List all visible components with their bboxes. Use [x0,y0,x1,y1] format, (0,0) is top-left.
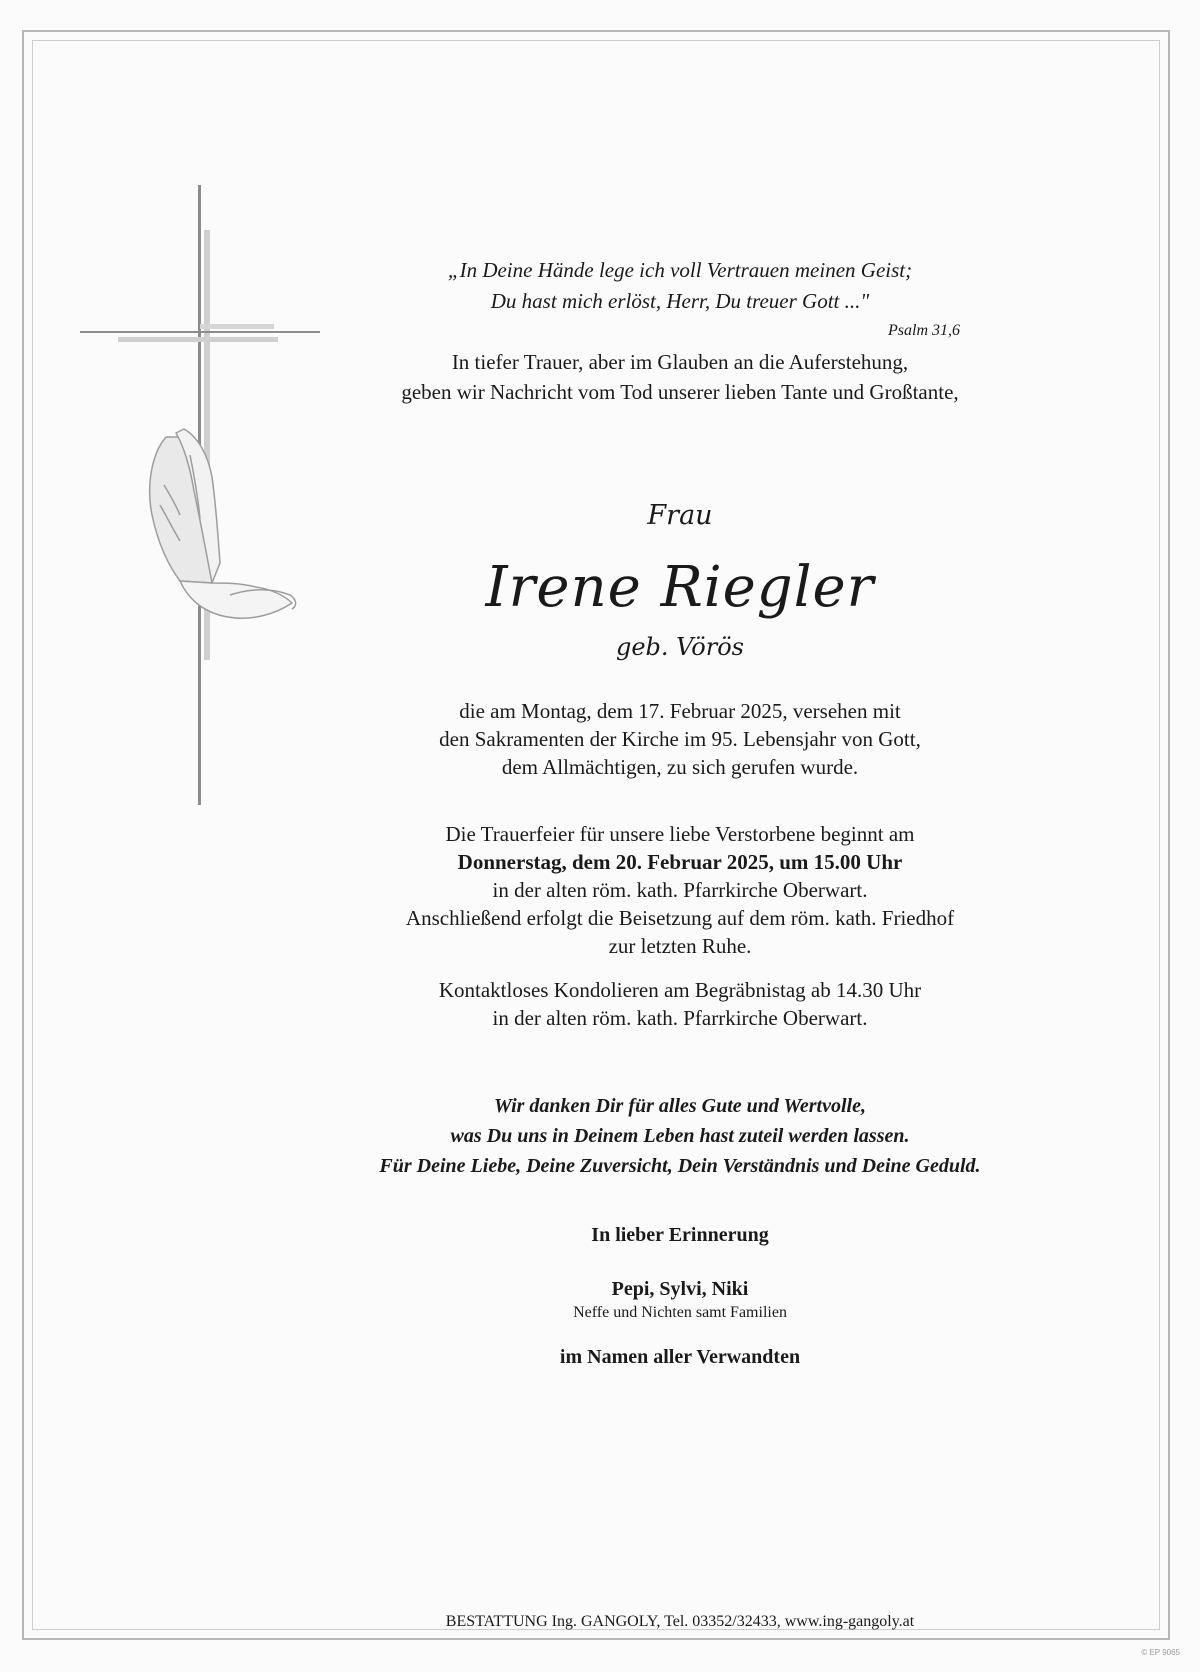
deceased-name: Irene Riegler [485,555,875,620]
psalm-reference: Psalm 31,6 [888,322,960,339]
maiden-name: geb. Vörös [615,633,744,661]
death-notice [300,697,1060,781]
intro-line-1: In tiefer Trauer, aber im Glauben an die Auferstehung, [451,350,909,374]
psalm-quote [300,255,1060,317]
mourner-names: Pepi, Sylvi, Niki [611,1278,749,1300]
death-notice-line-3: dem Allmächtigen, zu sich gerufen wurde. [501,755,859,779]
funeral-home-footer: BESTATTUNG Ing. GANGOLY, Tel. 03352/32433, www.ing-gangoly.at [445,1613,915,1630]
intro-line-2: geben wir Nachricht vom Tod unserer lieben Tante und Großtante, [401,380,959,404]
condolence-line-1: Kontaktloses Kondolieren am Begräbnistag ab 14.30 Uhr [438,978,922,1002]
death-notice-line-1: die am Montag, dem 17. Februar 2025, versehen mit [459,699,901,723]
funeral-line-3: in der alten röm. kath. Pfarrkirche Oberwart. [492,878,868,902]
condolence-line-2: in der alten röm. kath. Pfarrkirche Oberwart. [492,1006,868,1030]
praying-hands-icon [150,429,296,618]
funeral-line-1: Die Trauerfeier für unsere liebe Verstorbene beginnt am [445,822,915,846]
funeral-date: Donnerstag, dem 20. Februar 2025, um 15.00 Uhr [457,850,903,874]
death-notice-line-2: den Sakramenten der Kirche im 95. Lebensjahr von Gott, [439,727,921,751]
deceased-title: Frau [647,500,713,531]
intro-text [300,347,1060,407]
condolence-info [300,976,1060,1032]
psalm-quote-line-1: „In Deine Hände lege ich voll Vertrauen meinen Geist; [447,258,913,282]
funeral-details [300,820,1060,960]
thanks-line-2: was Du uns in Deinem Leben hast zuteil werden lassen. [450,1125,910,1147]
thanks-message [260,1091,1100,1181]
funeral-line-4: Anschließend erfolgt die Beisetzung auf dem röm. kath. Friedhof [405,906,955,930]
funeral-line-5: zur letzten Ruhe. [608,934,752,958]
cross-horizontal-bar [80,331,320,333]
mourner-relation: Neffe und Nichten samt Familien [573,1304,787,1321]
thanks-line-1: Wir danken Dir für alles Gute und Wertvolle, [494,1095,866,1117]
psalm-quote-line-2: Du hast mich erlöst, Herr, Du treuer Gott ..." [490,289,870,313]
memory-heading: In lieber Erinnerung [591,1224,769,1246]
print-code: © EP 9065 [1141,1648,1180,1657]
thanks-line-3: Für Deine Liebe, Deine Zuversicht, Dein Verständnis und Deine Geduld. [379,1155,981,1177]
cross-horizontal-shadow [118,337,278,342]
relatives-line: im Namen aller Verwandten [559,1346,801,1368]
cross-horizontal-shadow-top [200,324,274,329]
